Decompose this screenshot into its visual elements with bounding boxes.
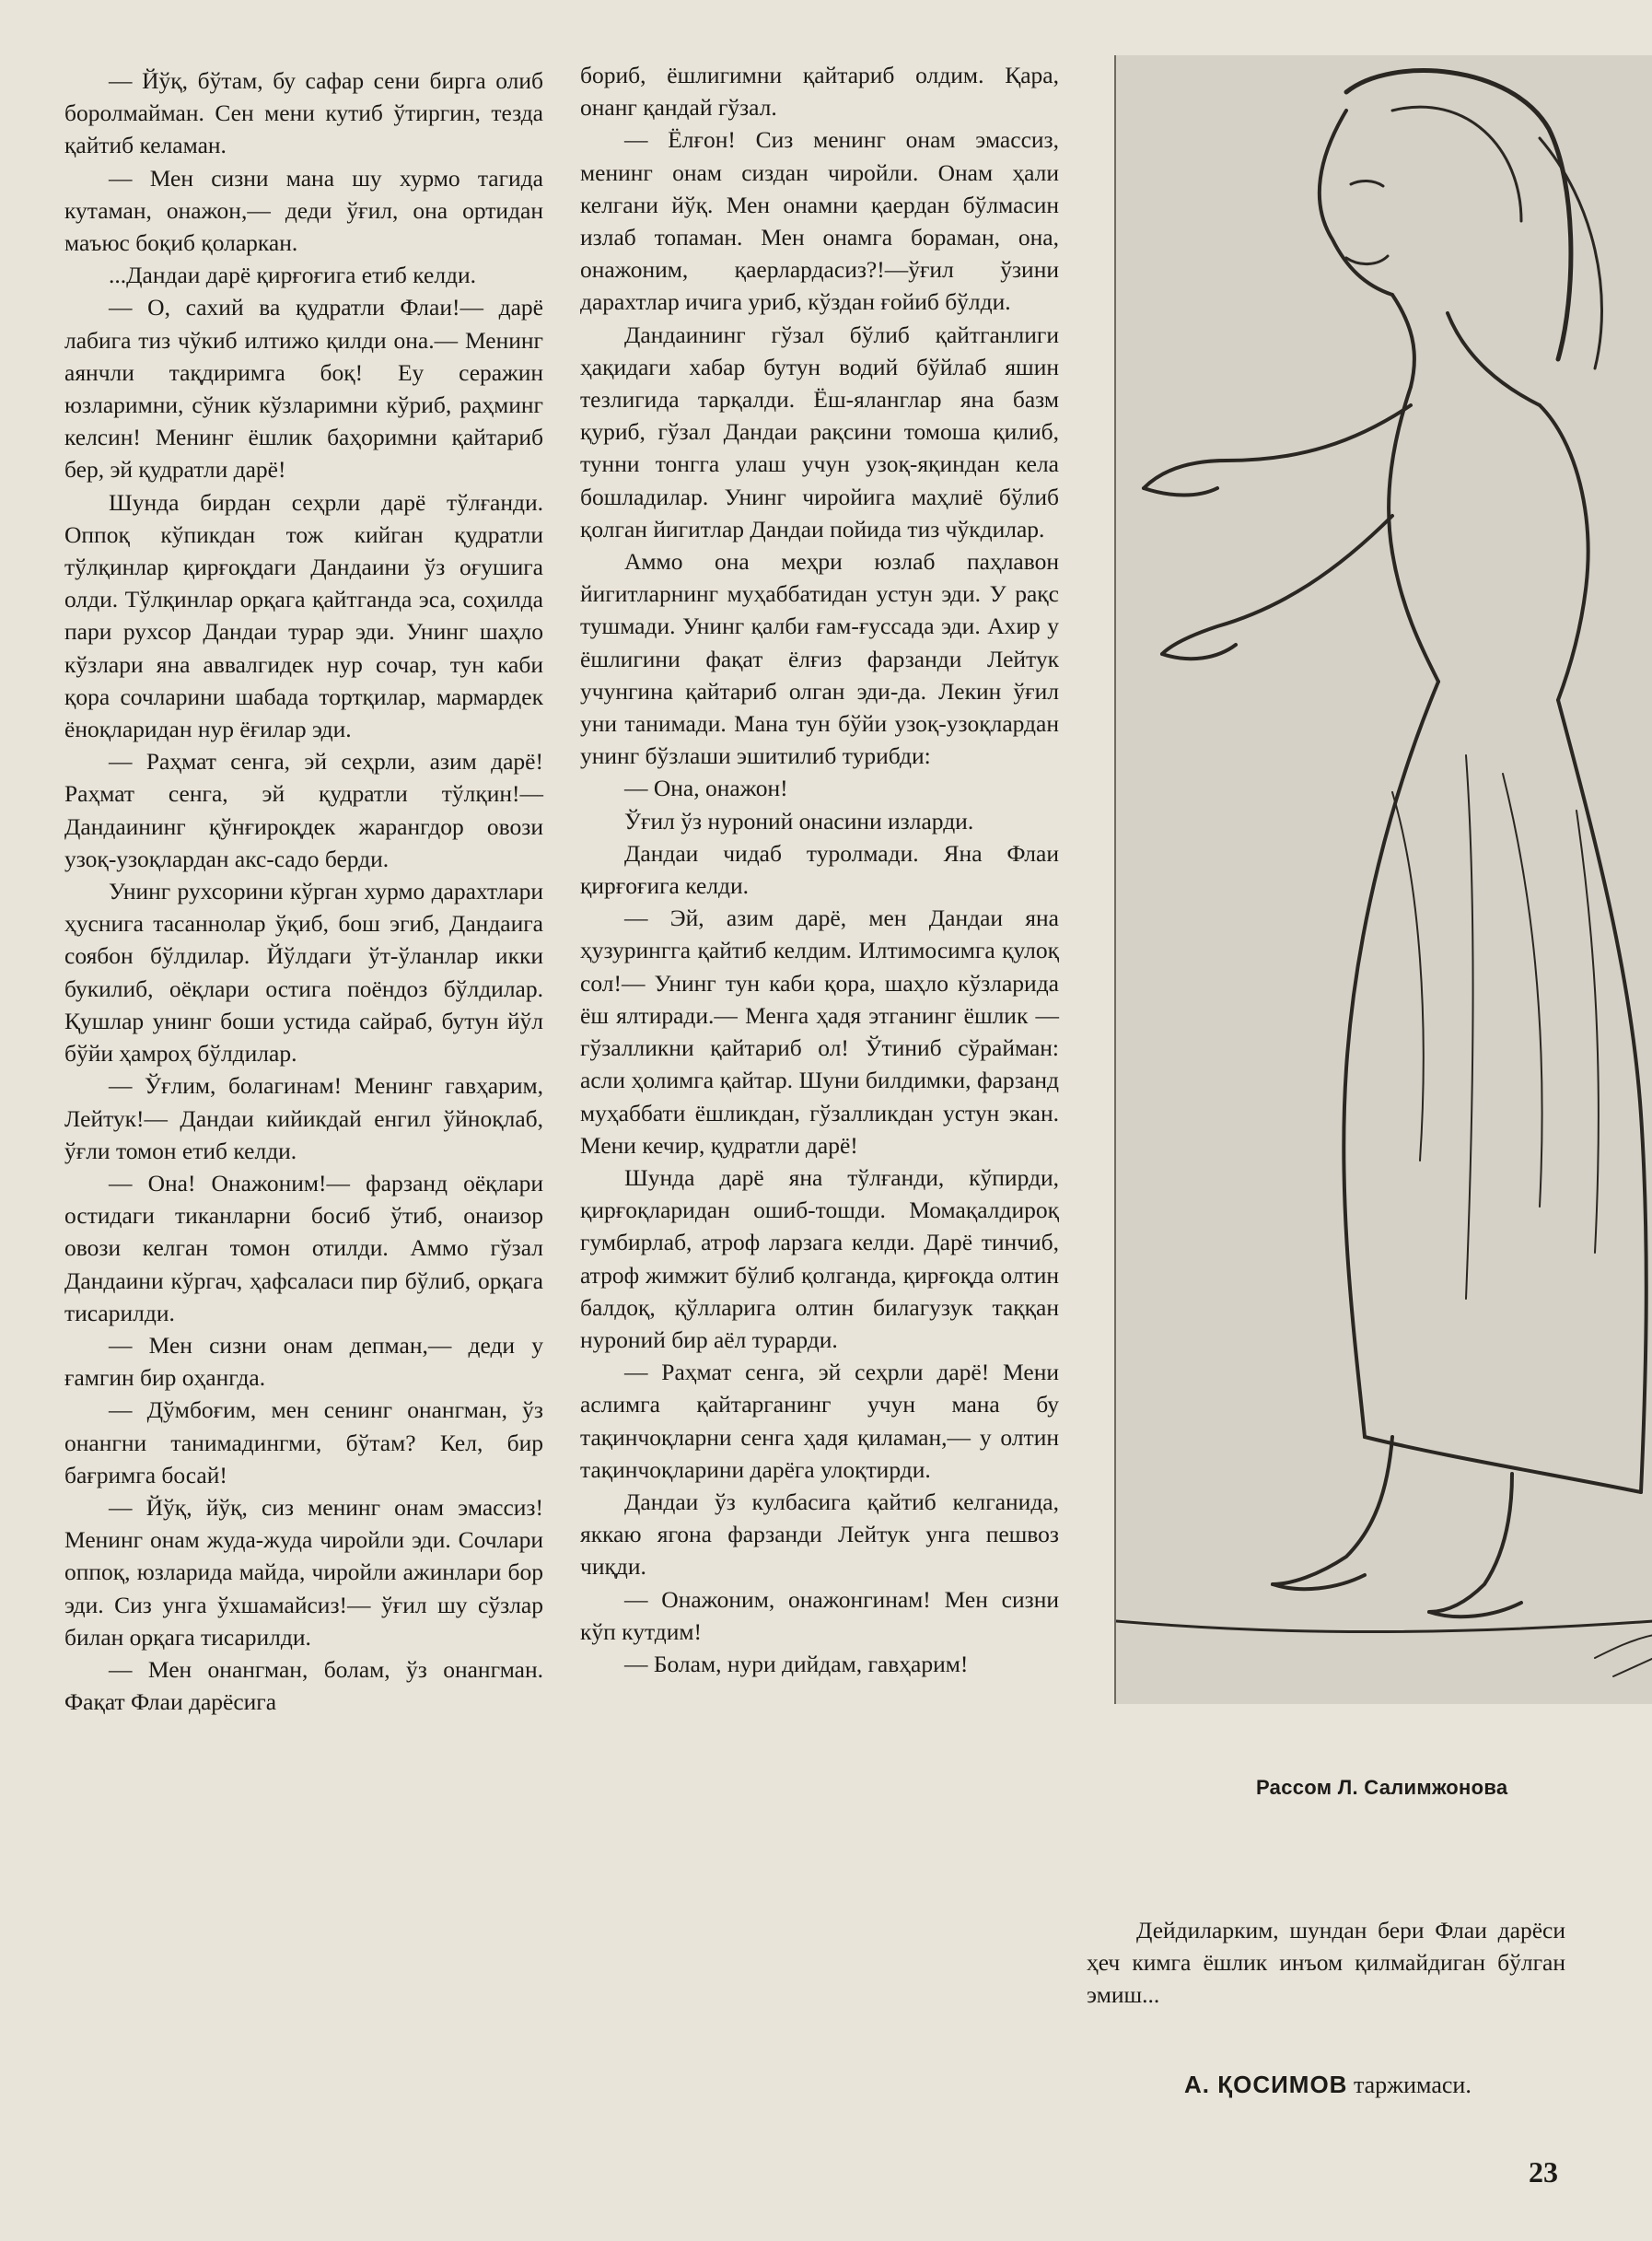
text-column-1 (64, 64, 543, 1718)
paragraph: — Болам, нури дийдам, гавҳарим! (624, 1650, 969, 1677)
illustration-credit: Рассом Л. Салимжонова (1256, 1776, 1508, 1799)
paragraph: бориб, ёшлигимни қайтариб олдим. Қара, онанг қандай гўзал. (580, 62, 1059, 122)
paragraph: — Мен сизни мана шу хурмо тагида кутаман, онажон,— деди ўғил, она ортидан маъюс боқиб қоларкан. (64, 164, 543, 257)
paragraph: — О, сахий ва қудратли Флаи!— дарё лабига тиз чўкиб илтижо қилди она.— Менинг аянчли тақдиримга боқ! Еу серажин юзларимни, сўник кўзларимни кўриб, раҳминг келсин! Менинг ёшлик баҳоримни қайтариб бер, эй қудратли дарё! (64, 294, 543, 484)
paragraph: — Эй, азим дарё, мен Дандаи яна ҳузурингга қайтиб келдим. Илтимосимга қулоқ сол!— Унинг тун каби қора, шаҳло кўзларида ёш ялтиради.— Менга ҳадя этганинг ёшлик — гўзалликни қайтариб ол! Ўтиниб сўрайман: асли ҳолимга қайтар. Шуни билдимки, фарзанд муҳаббати ёшликдан, гўзалликдан устун экан. Мени кечир, қудратли дарё! (580, 905, 1059, 1159)
sketch-figure (1116, 55, 1652, 1704)
paragraph: ...Дандаи дарё қирғоғига етиб келди. (109, 262, 477, 289)
paragraph: Дейдиларким, шундан бери Флаи дарёси ҳеч кимга ёшлик инъом қилмайдиган бўлган эмиш... (1087, 1917, 1565, 2009)
illustration-woman-drawing (1114, 55, 1652, 1704)
translator-name: А. ҚОСИМОВ (1184, 2071, 1348, 2098)
paragraph: — Мен онангман, болам, ўз онангман. Фақат Флаи дарёсига (64, 1655, 543, 1716)
paragraph: — Ёлғон! Сиз менинг онам эмассиз, менинг онам сиздан чиройли. Онам ҳали келгани йўқ. Мен онамни қаердан бўлмасин излаб топаман. Мен онамга бораман, она, онажоним, қаерлардасиз?!—ўғил ўзини дарахтлар ичига уриб, кўздан ғойиб бўлди. (580, 126, 1059, 316)
paragraph: — Ўғлим, болагинам! Менинг гавҳарим, Лейтук!— Дандаи кийикдай енгил ўйноқлаб, ўғли томон етиб келди. (64, 1072, 543, 1164)
paragraph: — Раҳмат сенга, эй сеҳрли, азим дарё! Раҳмат сенга, эй қудратли тўлқин!— Дандаининг қўнғироқдек жарангдор овози узоқ-узоқлардан акс-садо берди. (64, 748, 543, 872)
page-number: 23 (1529, 2155, 1558, 2188)
paragraph: — Дўмбоғим, мен сенинг онангман, ўз онангни танимадингми, бўтам? Кел, бир бағримга босай! (64, 1396, 543, 1488)
paragraph: — Она! Онажоним!— фарзанд оёқлари остидаги тиканларни босиб ўтиб, онаизор овози келган томон отилди. Аммо гўзал Дандаини кўргач, ҳафсаласи пир бўлиб, орқага тисарилди. (64, 1169, 543, 1326)
paragraph: — Йўқ, йўқ, сиз менинг онам эмассиз! Менинг онам жуда-жуда чиройли эди. Сочлари оппоқ, юзларида майда, чиройли ажинлари бор эди. Сиз унга ўхшамайсиз!— ўғил шу сўзлар билан орқага тисарилди. (64, 1493, 543, 1651)
paragraph: — Йўқ, бўтам, бу сафар сени бирга олиб боролмайман. Сен мени кутиб ўтиргин, тезда қайтиб келаман. (64, 67, 543, 159)
translator-note: таржимаси. (1353, 2072, 1472, 2098)
paragraph: Унинг рухсорини кўрган хурмо дарахтлари ҳуснига тасаннолар ўқиб, бош эгиб, Дандаига соябон бўлдилар. Йўлдаги ўт-ўланлар икки букилиб, оёқлари остига поёндоз бўлдилар. Қушлар унинг боши устида сайраб, бутун йўл бўйи ҳамроҳ бўлдилар. (64, 878, 543, 1068)
paragraph: Шунда дарё яна тўлғанди, кўпирди, қирғоқларидан ошиб-тошди. Момақалдироқ гумбирлаб, атроф ларзага келди. Дарё тинчиб, атроф жимжит бўлиб қолганда, қирғоқда олтин балдоқ, қўлларига олтин билагузук таққан нуроний бир аёл турарди. (580, 1163, 1059, 1353)
paragraph: — Она, онажон! (624, 775, 788, 802)
paragraph: — Раҳмат сенга, эй сеҳрли дарё! Мени аслимга қайтарганинг учун мана бу тақинчоқларни сенга ҳадя қиламан,— у олтин тақинчоқларини дарёга улоқтирди. (580, 1359, 1059, 1483)
paragraph: Аммо она меҳри юзлаб паҳлавон йигитларнинг муҳаббатидан устун эди. У рақс тушмади. Унинг қалби ғам-ғуссада эди. Ахир у ёшлигини фақат ёлғиз фарзанди Лейтук учунгина қайтариб олган эди-да. Лекин ўғил уни танимади. Мана тун бўйи узоқ-узоқлардан унинг бўзлаши эшитилиб турибди: (580, 548, 1059, 770)
paragraph: Ўғил ўз нуроний онасини изларди. (624, 807, 974, 835)
paragraph: Дандаи ўз кулбасига қайтиб келганида, яккаю ягона фарзанди Лейтук унга пешвоз чиқди. (580, 1488, 1059, 1581)
paragraph: — Онажоним, онажонгинам! Мен сизни кўп кутдим! (580, 1585, 1059, 1645)
text-column-3 (1087, 1914, 1565, 2012)
paragraph: Дандаининг гўзал бўлиб қайтганлиги ҳақидаги хабар бутун водий бўйлаб яшин тезлигида тарқалди. Ёш-яланглар яна базм қуриб, гўзал Дандаи рақсини томоша қилиб, тунни тонгга улаш учун узоқ-яқиндан кела бошладилар. Унинг чиройига маҳлиё бўлиб қолган йигитлар Дандаи пойида тиз чўкдилар. (580, 321, 1059, 543)
paragraph: Шунда бирдан сеҳрли дарё тўлғанди. Оппоқ кўпикдан тож кийган қудратли тўлқинлар қирғоқдаги Дандаини ўз оғушига олди. Тўлқинлар орқага қайтганда эса, соҳилда пари рухсор Дандаи турар эди. Унинг шаҳло кўзлари яна аввалгидек нур сочар, тун каби қора сочларини шабада тортқилар, мармардек ёноқларидан нур ёғилар эди. (64, 488, 543, 743)
translator-credit (1184, 2071, 1472, 2099)
text-column-2 (580, 59, 1059, 1680)
paragraph: — Мен сизни онам депман,— деди у ғамгин бир оҳангда. (64, 1331, 543, 1392)
paragraph: Дандаи чидаб туролмади. Яна Флаи қирғоғига келди. (580, 839, 1059, 900)
